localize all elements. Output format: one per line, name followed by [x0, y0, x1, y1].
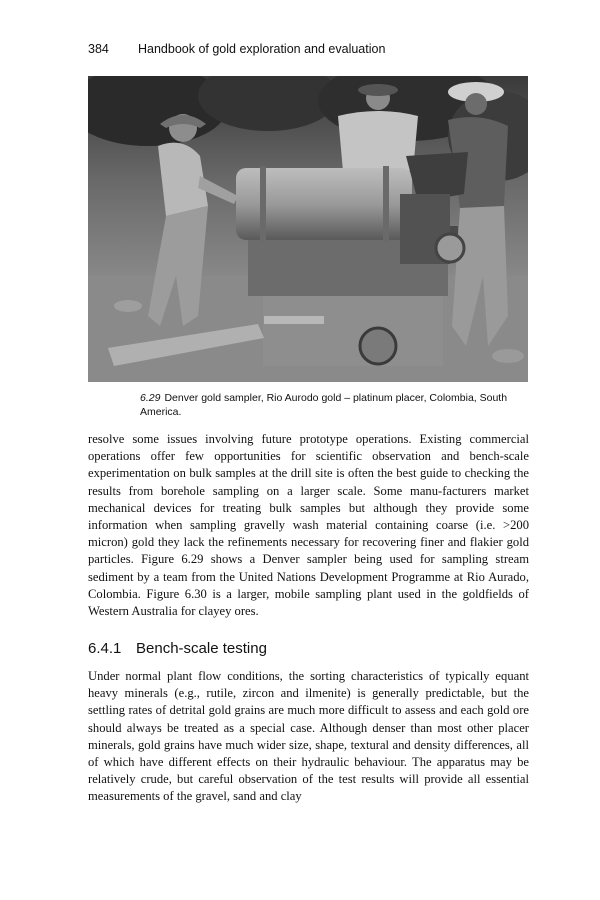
body-paragraph-1: resolve some issues involving future prototype operations. Existing commercial operations offer few opportunities for scientific observation and bench-scale experimentation on bulk samples at the drill site is often the best guide to checking the results from borehole sampling on a larger scale. Some manu-facturers market mechanical devices for treating bulk samples but although they provide some information when sampling gravelly wash material containing coarse (i.e. >200 micron) gold they lack the refinements necessary for recovering finer and flakier gold particles. Figure 6.29 shows a Denver sampler being used for sampling stream sediment by a team from the United Nations Development Programme at Rio Aurado, Colombia. Figure 6.30 is a larger, mobile sampling plant used in the goldfields of Western Australia for clayey ores. [88, 432, 529, 619]
figure-caption-text: Denver gold sampler, Rio Aurodo gold – platinum placer, Colombia, South America. [140, 392, 508, 418]
section-heading [88, 640, 267, 657]
running-header [88, 42, 385, 56]
body-paragraph-2: Under normal plant flow conditions, the sorting characteristics of typically equant heavy minerals (e.g., rutile, zircon and ilmenite) is generally predictable, but the settling rates of detrital gold grains are much more difficult to assess and each gold ore should always be treated as a special case. Although denser than most other placer minerals, gold grains have much wider size, shape, textural and density differences, all of which have different effects on their hydraulic behaviour. The apparatus may be relatively crude, but careful observation of the test results will provide all essential measurements of the gravel, sand and clay [88, 669, 529, 804]
figure-number: 6.29 [140, 392, 161, 404]
page-number: 384 [88, 42, 109, 56]
running-title: Handbook of gold exploration and evaluation [138, 42, 386, 56]
figure-photo [88, 76, 528, 382]
section-number: 6.4.1 [88, 640, 122, 657]
figure-caption [140, 391, 528, 419]
section-title: Bench-scale testing [136, 640, 267, 657]
